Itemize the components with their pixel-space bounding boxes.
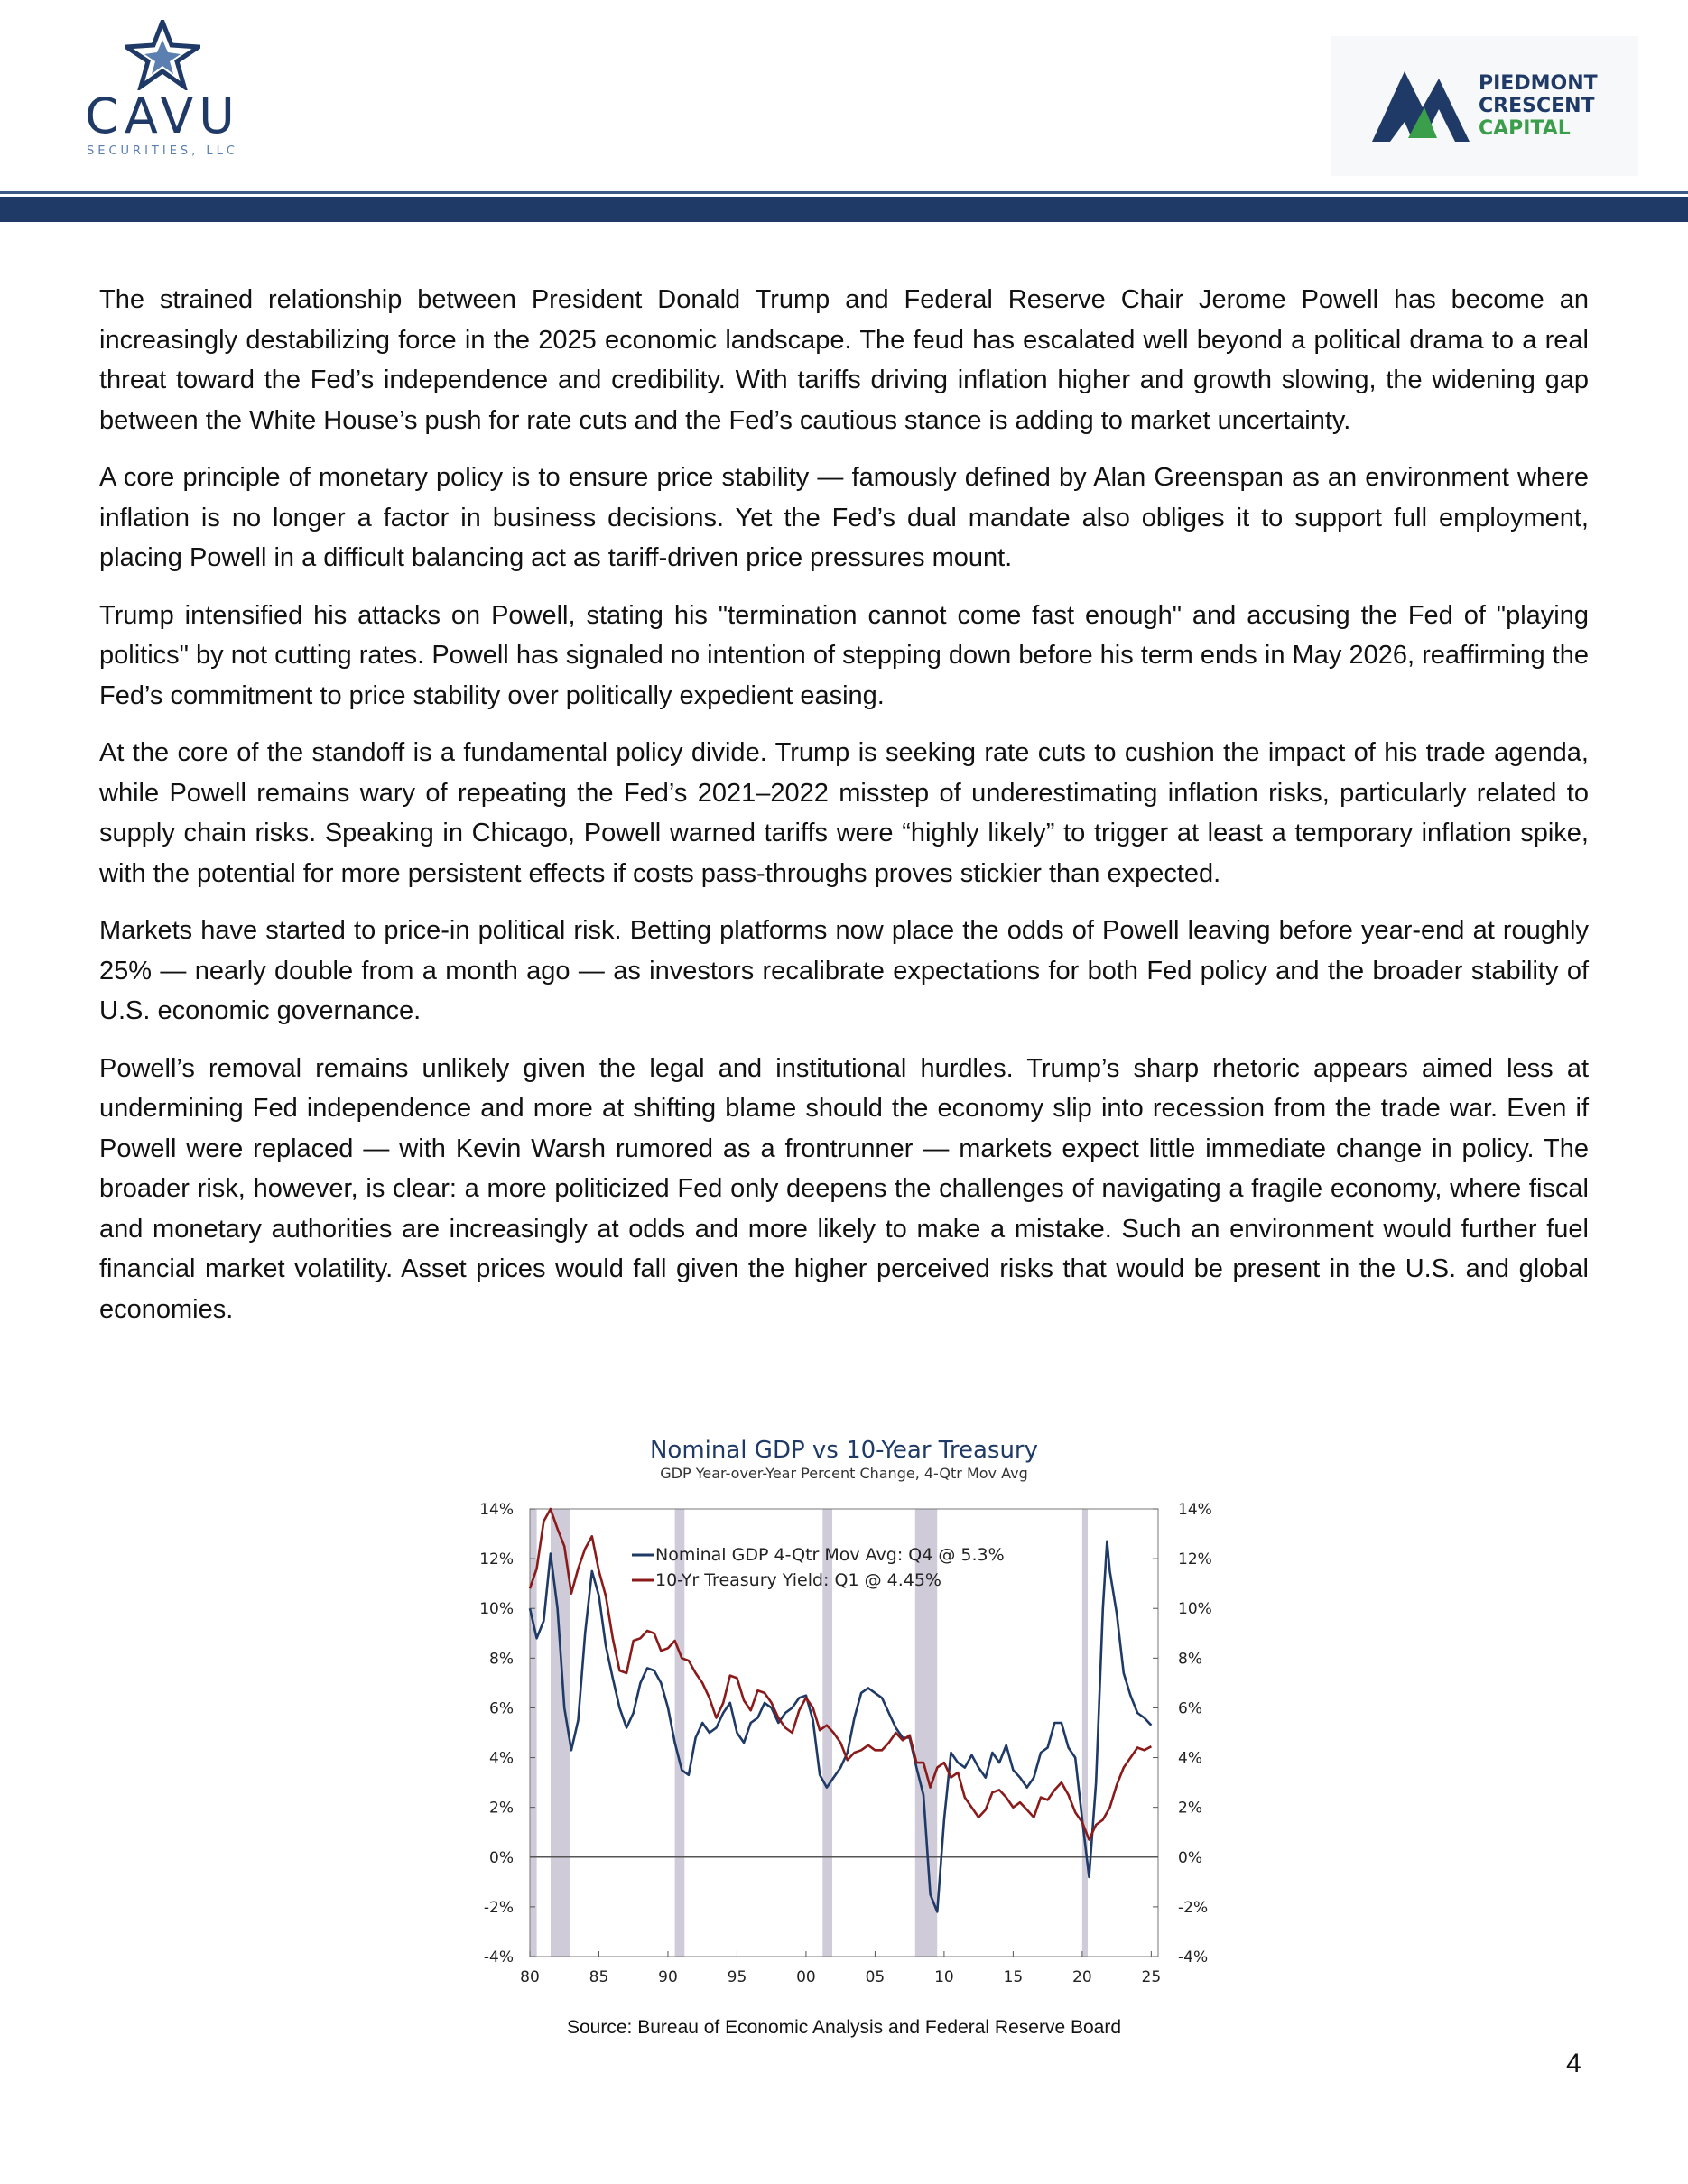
y-tick-label-left: 0% bbox=[489, 1848, 514, 1867]
paragraph: The strained relationship between President Donald Trump and Federal Reserve Chair Jerome Powell has become an increasingly destabilizing force in the 2025 economic landscape. The feud has escalated well beyond a political drama to a real threat toward the Fed’s independence and credibility. With tariffs driving inflation higher and growth slowing, the widening gap between the White House’s push for rate cuts and the Fed’s cautious stance is adding to market uncertainty. bbox=[99, 285, 1589, 435]
paragraph: Markets have started to price-in political risk. Betting platforms now place the odds of Powell leaving before year-end at roughly 25% — nearly double from a month ago — as investors recalibrate expectations for both Fed policy and the broader stability of U.S. economic governance. bbox=[99, 916, 1589, 1025]
pcc-line-2: CRESCENT bbox=[1479, 95, 1595, 117]
x-tick-label: 85 bbox=[589, 1968, 609, 1986]
chart-source: Source: Bureau of Economic Analysis and Federal Reserve Board bbox=[567, 2017, 1121, 2038]
header-divider-bar bbox=[0, 197, 1688, 222]
paragraph: Powell’s removal remains unlikely given the legal and institutional hurdles. Trump’s sharp rhetoric appears aimed less at undermining Fed independence and more at shifting blame should the economy slip into recession from the trade war. Even if Powell were replaced — with Kevin Warsh rumored as a frontrunner — markets expect little immediate change in policy. The broader risk, however, is clear: a more politicized Fed only deepens the challenges of navigating a fragile economy, where fiscal and monetary authorities are increasingly at odds and more likely to make a mistake. Such an environment would further fuel financial market volatility. Asset prices would fall given the higher perceived risks that would be present in the U.S. and global economies. bbox=[99, 1053, 1589, 1324]
chart-subtitle: GDP Year-over-Year Percent Change, 4-Qtr Mov Avg bbox=[660, 1465, 1028, 1482]
cavu-subtitle: SECURITIES, LLC bbox=[87, 144, 238, 158]
cavu-logo bbox=[72, 20, 253, 173]
pcc-line-3: CAPITAL bbox=[1479, 117, 1571, 140]
y-tick-label-left: 2% bbox=[489, 1799, 514, 1818]
y-tick-label-right: 10% bbox=[1178, 1600, 1212, 1619]
x-tick-label: 05 bbox=[865, 1968, 886, 1986]
y-tick-label-right: -2% bbox=[1178, 1898, 1209, 1917]
page-header bbox=[0, 0, 1688, 226]
y-tick-label-right: 14% bbox=[1178, 1501, 1212, 1519]
x-tick-label: 10 bbox=[934, 1968, 954, 1986]
gdp-treasury-chart bbox=[456, 1430, 1232, 2080]
cavu-name: CAVU bbox=[85, 88, 240, 144]
chart-title: Nominal GDP vs 10-Year Treasury bbox=[649, 1437, 1039, 1464]
y-tick-label-left: 10% bbox=[479, 1600, 514, 1619]
pcc-line-1: PIEDMONT bbox=[1479, 72, 1598, 95]
x-tick-label: 00 bbox=[796, 1968, 816, 1986]
paragraph: A core principle of monetary policy is to ensure price stability — famously defined by Alan Greenspan as an environment where inflation is no longer a factor in business decisions. Yet the Fed’s dual mandate also obliges it to support full employment, placing Powell in a difficult balancing act as tariff-driven price pressures mount. bbox=[99, 463, 1589, 572]
y-tick-label-right: 8% bbox=[1178, 1650, 1202, 1669]
cavu-star-icon bbox=[125, 20, 200, 90]
y-tick-label-left: -4% bbox=[483, 1948, 514, 1967]
x-tick-label: 25 bbox=[1141, 1968, 1162, 1986]
paragraph: Trump intensified his attacks on Powell, stating his "termination cannot come fast enough" and accusing the Fed of "playing politics" by not cutting rates. Powell has signaled no intention of stepping down before his term ends in May 2026, reaffirming the Fed’s commitment to price stability over politically expedient easing. bbox=[99, 600, 1589, 710]
page-number: 4 bbox=[1566, 2049, 1581, 2078]
x-tick-label: 80 bbox=[520, 1968, 540, 1986]
y-tick-label-left: 12% bbox=[479, 1550, 514, 1569]
y-tick-label-right: 6% bbox=[1178, 1699, 1202, 1718]
gdp-series-line bbox=[530, 1541, 1151, 1912]
y-tick-label-right: 2% bbox=[1178, 1799, 1202, 1818]
x-tick-label: 90 bbox=[658, 1968, 678, 1986]
x-tick-label: 95 bbox=[727, 1968, 747, 1986]
y-tick-label-right: 0% bbox=[1178, 1848, 1202, 1867]
x-tick-label: 15 bbox=[1003, 1968, 1024, 1986]
legend-label: Nominal GDP 4-Qtr Mov Avg: Q4 @ 5.3% bbox=[655, 1545, 1005, 1565]
y-tick-label-left: 14% bbox=[479, 1501, 514, 1519]
recession-band bbox=[1082, 1509, 1088, 1957]
y-tick-label-left: 8% bbox=[489, 1650, 514, 1669]
legend-label: 10-Yr Treasury Yield: Q1 @ 4.45% bbox=[655, 1570, 941, 1590]
mountain-logo-icon bbox=[1372, 68, 1471, 143]
y-tick-label-left: 6% bbox=[489, 1699, 514, 1718]
y-tick-label-left: 4% bbox=[489, 1749, 514, 1768]
y-tick-label-right: 4% bbox=[1178, 1749, 1202, 1768]
y-tick-label-right: 12% bbox=[1178, 1550, 1212, 1569]
y-tick-label-right: -4% bbox=[1178, 1948, 1209, 1967]
y-tick-label-left: -2% bbox=[483, 1898, 514, 1917]
chart-svg bbox=[456, 1430, 1232, 2008]
article-body bbox=[99, 280, 1589, 1346]
x-tick-label: 20 bbox=[1072, 1968, 1092, 1986]
header-divider-line bbox=[0, 191, 1688, 194]
piedmont-crescent-logo bbox=[1331, 36, 1638, 176]
paragraph: At the core of the standoff is a fundamental policy divide. Trump is seeking rate cuts to cushion the impact of his trade agenda, while Powell remains wary of repeating the Fed’s 2021–2022 misstep of underestimating inflation risks, particularly related to supply chain risks. Speaking in Chicago, Powell warned tariffs were “highly likely” to trigger at least a temporary inflation spike, with the potential for more persistent effects if costs pass-throughs proves stickier than expected. bbox=[99, 738, 1589, 888]
